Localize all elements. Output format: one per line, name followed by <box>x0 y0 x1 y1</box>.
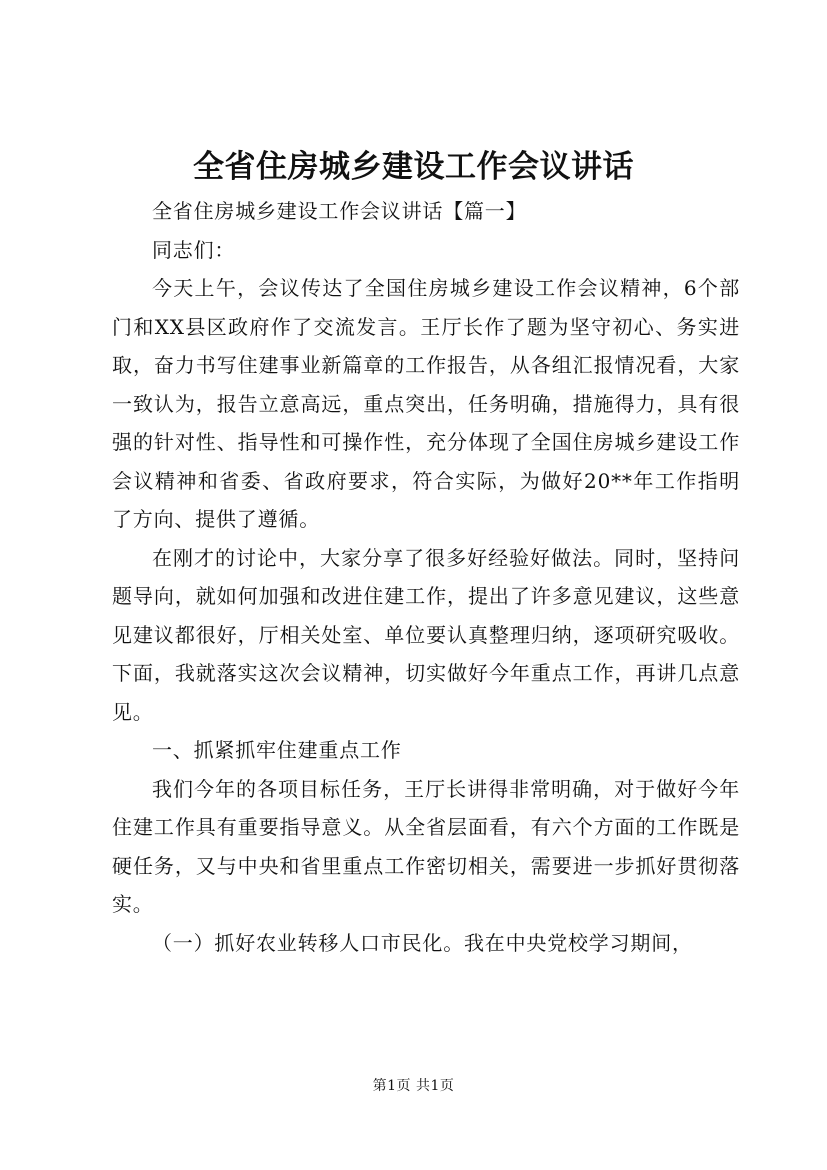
subsection-paragraph: （一）抓好农业转移人口市民化。我在中央党校学习期间， <box>152 930 693 955</box>
body-paragraph: 在刚才的讨论中，大家分享了很多好经验好做法。同时，坚持问题导向，就如何加强和改进住建工作，提出了许多意见建议，这些意见建议都很好，厅相关处室、单位要认真整理归纳，逐项研究吸收。下面，我就落实这次会议精神，切实做好今年重点工作，再讲几点意见。 <box>112 545 740 724</box>
document-body <box>112 192 740 962</box>
salutation-paragraph: 同志们： <box>152 237 236 262</box>
body-paragraph: 我们今年的各项目标任务，王厅长讲得非常明确，对于做好今年住建工作具有重要指导意义。从全省层面看，有六个方面的工作既是硬任务，又与中央和省里重点工作密切相关，需要进一步抓好贯彻落实。 <box>112 776 740 916</box>
page-number-footer: 第1页 共1页 <box>372 1078 455 1094</box>
document-title: 全省住房城乡建设工作会议讲话 <box>193 149 634 185</box>
subtitle-paragraph: 全省住房城乡建设工作会议讲话【篇一】 <box>152 199 527 223</box>
section-heading: 一、抓紧抓牢住建重点工作 <box>152 738 402 762</box>
body-paragraph: 今天上午，会议传达了全国住房城乡建设工作会议精神，6个部门和XX县区政府作了交流发言。王厅长作了题为坚守初心、务实进取，奋力书写住建事业新篇章的工作报告，从各组汇报情况看，大家一致认为，报告立意高远，重点突出，任务明确，措施得力，具有很强的针对性、指导性和可操作性，充分体现了全国住房城乡建设工作会议精神和省委、省政府要求，符合实际，为做好20**年工作指明了方向、提供了遵循。 <box>112 276 740 531</box>
